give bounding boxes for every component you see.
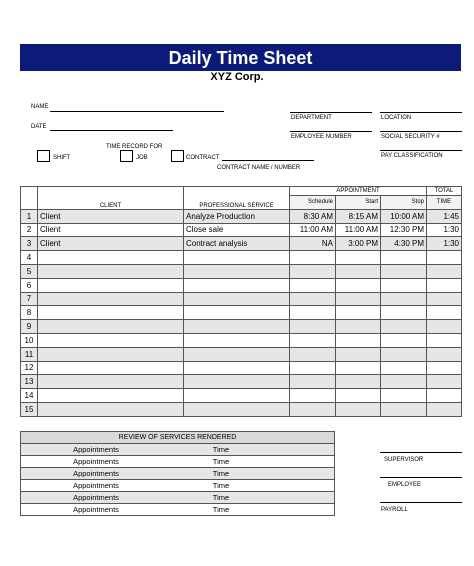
payroll-signature-line[interactable]: [380, 502, 462, 503]
service-cell[interactable]: [184, 278, 290, 292]
start-cell[interactable]: [336, 375, 381, 389]
contract-name-label: CONTRACT NAME / NUMBER: [217, 165, 301, 171]
client-cell[interactable]: [38, 361, 184, 375]
row-number: 13: [21, 375, 38, 389]
schedule-cell[interactable]: [290, 389, 336, 403]
service-cell[interactable]: [184, 389, 290, 403]
employee-number-field[interactable]: [290, 131, 372, 132]
time-label: Time: [212, 445, 230, 454]
social-security-label: SOCIAL SECURITY #: [381, 134, 440, 140]
start-cell[interactable]: [336, 361, 381, 375]
stop-cell[interactable]: [381, 389, 427, 403]
table-row: [21, 320, 462, 334]
schedule-cell[interactable]: NA: [290, 237, 336, 251]
stop-cell[interactable]: [381, 292, 427, 306]
supervisor-signature-line[interactable]: [380, 452, 462, 453]
row-number: 4: [21, 251, 38, 265]
table-row: [21, 223, 462, 237]
total-header-line1: TOTAL: [427, 187, 462, 196]
schedule-cell[interactable]: [290, 264, 336, 278]
employee-number-label: EMPLOYEE NUMBER: [291, 134, 352, 140]
total-header-line2: TIME: [427, 196, 462, 210]
department-field[interactable]: [290, 112, 372, 113]
schedule-header: Schedule: [290, 196, 336, 210]
appointments-label: Appointments: [73, 457, 119, 466]
stop-cell[interactable]: 4:30 PM: [381, 237, 427, 251]
client-cell[interactable]: [38, 264, 184, 278]
schedule-cell[interactable]: [290, 292, 336, 306]
client-cell[interactable]: [38, 402, 184, 416]
total-cell[interactable]: [427, 264, 462, 278]
time-label: Time: [212, 481, 230, 490]
department-label: DEPARTMENT: [291, 115, 332, 121]
review-cell[interactable]: [21, 456, 335, 468]
schedule-cell[interactable]: 8:30 AM: [290, 209, 336, 223]
stop-header: Stop: [381, 196, 427, 210]
employee-signature-line[interactable]: [380, 477, 462, 478]
schedule-cell[interactable]: [290, 251, 336, 265]
service-cell[interactable]: [184, 361, 290, 375]
client-cell[interactable]: [38, 389, 184, 403]
appointments-label: Appointments: [73, 481, 119, 490]
row-number: 8: [21, 306, 38, 320]
social-security-field[interactable]: [380, 131, 462, 132]
stop-cell[interactable]: [381, 375, 427, 389]
review-cell[interactable]: [21, 492, 335, 504]
schedule-cell[interactable]: [290, 361, 336, 375]
table-row: [21, 361, 462, 375]
schedule-cell[interactable]: [290, 278, 336, 292]
client-cell[interactable]: [38, 375, 184, 389]
client-cell[interactable]: Client: [38, 209, 184, 223]
start-cell[interactable]: 3:00 PM: [336, 237, 381, 251]
name-label: NAME: [31, 104, 49, 110]
row-number: 9: [21, 320, 38, 334]
review-cell[interactable]: [21, 444, 335, 456]
service-cell[interactable]: Contract analysis: [184, 237, 290, 251]
row-number: 15: [21, 402, 38, 416]
total-cell[interactable]: [427, 361, 462, 375]
employee-label: EMPLOYEE: [388, 482, 422, 488]
stop-cell[interactable]: [381, 361, 427, 375]
total-cell[interactable]: [427, 389, 462, 403]
start-cell[interactable]: [336, 333, 381, 347]
table-row: [21, 251, 462, 265]
start-cell[interactable]: [336, 402, 381, 416]
row-number-header: [21, 187, 38, 210]
start-cell[interactable]: 11:00 AM: [336, 223, 381, 237]
date-field[interactable]: [50, 130, 173, 131]
start-cell[interactable]: [336, 251, 381, 265]
time-label: Time: [212, 493, 230, 502]
shift-checkbox[interactable]: [37, 150, 50, 162]
client-cell[interactable]: [38, 306, 184, 320]
start-cell[interactable]: [336, 347, 381, 361]
schedule-cell[interactable]: [290, 375, 336, 389]
start-cell[interactable]: [336, 264, 381, 278]
total-cell[interactable]: [427, 306, 462, 320]
review-row: [21, 444, 335, 456]
service-cell[interactable]: [184, 320, 290, 334]
service-cell[interactable]: [184, 333, 290, 347]
total-cell[interactable]: [427, 402, 462, 416]
contract-checkbox[interactable]: [171, 150, 184, 162]
review-row: [21, 504, 335, 516]
table-row: [21, 264, 462, 278]
start-cell[interactable]: [336, 320, 381, 334]
schedule-cell[interactable]: [290, 333, 336, 347]
client-cell[interactable]: Client: [38, 223, 184, 237]
client-cell[interactable]: [38, 278, 184, 292]
stop-cell[interactable]: 10:00 AM: [381, 209, 427, 223]
total-cell[interactable]: [427, 333, 462, 347]
time-table: [20, 186, 462, 417]
table-row: [21, 402, 462, 416]
service-cell[interactable]: [184, 402, 290, 416]
row-number: 1: [21, 209, 38, 223]
service-cell[interactable]: [184, 292, 290, 306]
appointments-label: Appointments: [73, 493, 119, 502]
table-row: [21, 292, 462, 306]
contract-name-field[interactable]: [222, 160, 314, 161]
review-table: [20, 431, 335, 516]
start-header: Start: [336, 196, 381, 210]
client-cell[interactable]: Client: [38, 237, 184, 251]
time-label: Time: [212, 457, 230, 466]
client-cell[interactable]: [38, 292, 184, 306]
appointments-label: Appointments: [73, 445, 119, 454]
stop-cell[interactable]: [381, 402, 427, 416]
time-label: Time: [212, 505, 230, 514]
row-number: 3: [21, 237, 38, 251]
table-row: [21, 375, 462, 389]
review-row: [21, 492, 335, 504]
review-cell[interactable]: [21, 504, 335, 516]
service-cell[interactable]: [184, 347, 290, 361]
row-number: 2: [21, 223, 38, 237]
table-row: [21, 209, 462, 223]
row-number: 11: [21, 347, 38, 361]
table-row: [21, 306, 462, 320]
stop-cell[interactable]: [381, 278, 427, 292]
supervisor-label: SUPERVISOR: [384, 457, 424, 463]
row-number: 7: [21, 292, 38, 306]
service-cell[interactable]: Analyze Production: [184, 209, 290, 223]
total-cell[interactable]: [427, 320, 462, 334]
pay-classification-label: PAY CLASSIFICATION: [381, 153, 443, 159]
start-cell[interactable]: [336, 278, 381, 292]
client-header: CLIENT: [38, 187, 184, 210]
total-cell[interactable]: 1:45: [427, 209, 462, 223]
stop-cell[interactable]: [381, 264, 427, 278]
service-cell[interactable]: [184, 251, 290, 265]
shift-label: SHIFT: [53, 155, 71, 161]
row-number: 5: [21, 264, 38, 278]
total-cell[interactable]: [427, 251, 462, 265]
stop-cell[interactable]: [381, 320, 427, 334]
review-cell[interactable]: [21, 468, 335, 480]
location-field[interactable]: [380, 112, 462, 113]
time-record-for-label: TIME RECORD FOR: [106, 144, 163, 150]
review-row: [21, 468, 335, 480]
service-cell[interactable]: [184, 375, 290, 389]
pay-classification-field[interactable]: [380, 150, 462, 151]
review-cell[interactable]: [21, 480, 335, 492]
job-label: JOB: [136, 155, 148, 161]
total-cell[interactable]: [427, 347, 462, 361]
date-label: DATE: [31, 124, 47, 130]
total-cell[interactable]: 1:30: [427, 237, 462, 251]
start-cell[interactable]: [336, 292, 381, 306]
page-title: Daily Time Sheet: [20, 44, 461, 71]
name-field[interactable]: [50, 111, 224, 112]
review-row: [21, 480, 335, 492]
row-number: 10: [21, 333, 38, 347]
service-header: PROFESSIONAL SERVICE: [184, 187, 290, 210]
start-cell[interactable]: 8:15 AM: [336, 209, 381, 223]
client-cell[interactable]: [38, 333, 184, 347]
service-cell[interactable]: [184, 306, 290, 320]
appointment-header: APPOINTMENT: [290, 187, 427, 196]
client-cell[interactable]: [38, 347, 184, 361]
row-number: 6: [21, 278, 38, 292]
schedule-cell[interactable]: [290, 402, 336, 416]
table-row: [21, 333, 462, 347]
total-cell[interactable]: [427, 375, 462, 389]
time-label: Time: [212, 469, 230, 478]
client-cell[interactable]: [38, 320, 184, 334]
stop-cell[interactable]: [381, 251, 427, 265]
schedule-cell[interactable]: [290, 347, 336, 361]
stop-cell[interactable]: [381, 306, 427, 320]
total-cell[interactable]: [427, 278, 462, 292]
service-cell[interactable]: [184, 264, 290, 278]
appointments-label: Appointments: [73, 505, 119, 514]
start-cell[interactable]: [336, 306, 381, 320]
schedule-cell[interactable]: [290, 306, 336, 320]
total-cell[interactable]: [427, 292, 462, 306]
schedule-cell[interactable]: [290, 320, 336, 334]
total-cell[interactable]: 1:30: [427, 223, 462, 237]
table-row: [21, 237, 462, 251]
location-label: LOCATION: [381, 115, 412, 121]
start-cell[interactable]: [336, 389, 381, 403]
stop-cell[interactable]: 12:30 PM: [381, 223, 427, 237]
row-number: 12: [21, 361, 38, 375]
stop-cell[interactable]: [381, 333, 427, 347]
review-row: [21, 456, 335, 468]
job-checkbox[interactable]: [120, 150, 133, 162]
client-cell[interactable]: [38, 251, 184, 265]
service-cell[interactable]: Close sale: [184, 223, 290, 237]
appointments-label: Appointments: [73, 469, 119, 478]
row-number: 14: [21, 389, 38, 403]
table-row: [21, 278, 462, 292]
table-row: [21, 347, 462, 361]
contract-label: CONTRACT: [186, 155, 220, 161]
company-name: XYZ Corp.: [210, 71, 264, 83]
payroll-label: PAYROLL: [381, 507, 408, 513]
stop-cell[interactable]: [381, 347, 427, 361]
table-row: [21, 389, 462, 403]
review-header: REVIEW OF SERVICES RENDERED: [21, 432, 335, 444]
schedule-cell[interactable]: 11:00 AM: [290, 223, 336, 237]
